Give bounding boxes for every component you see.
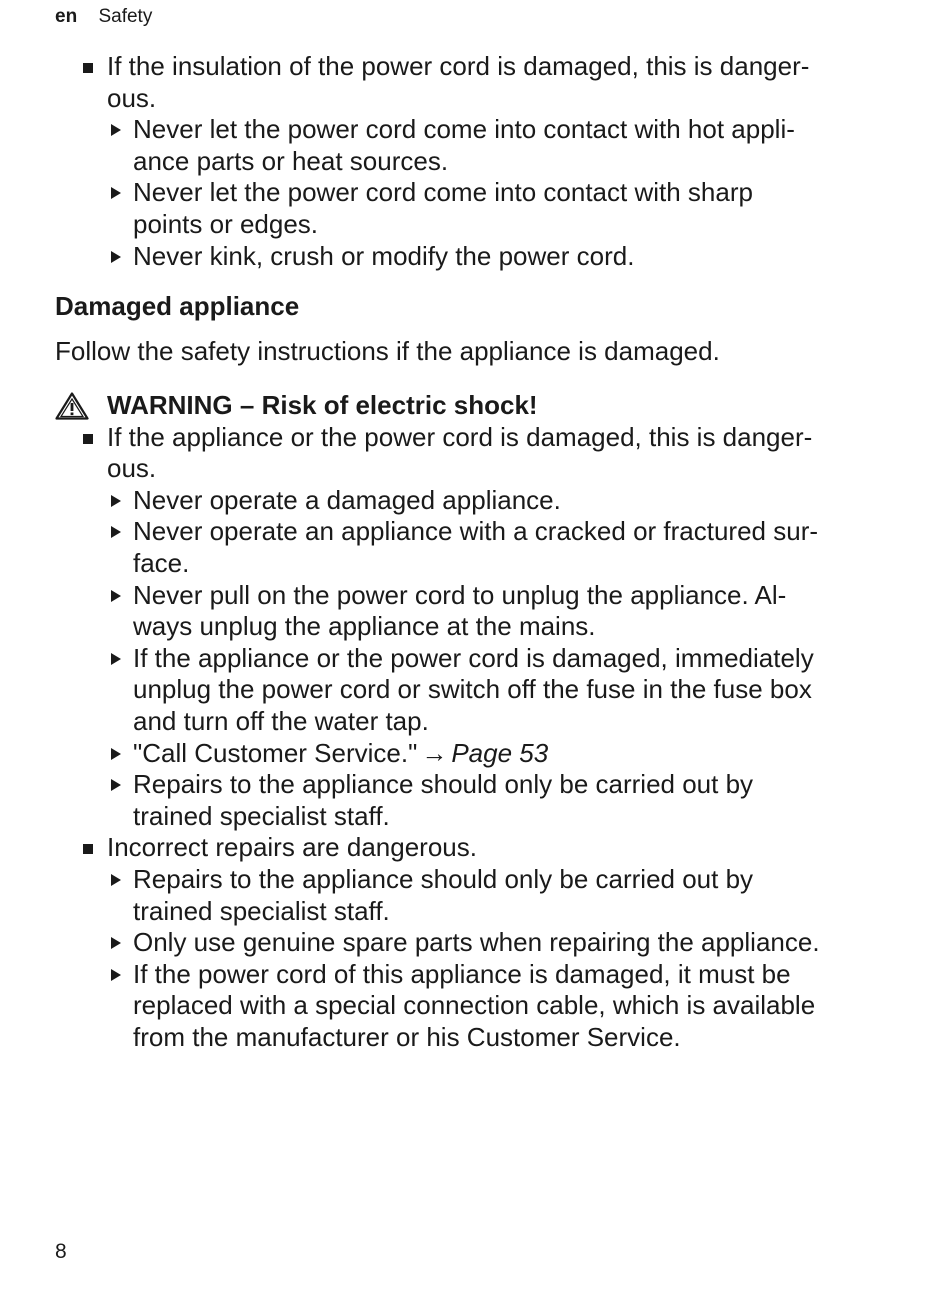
triangle-bullet-icon <box>111 526 121 538</box>
step-line: Only use genuine spare parts when repairing the appliance. <box>133 927 820 958</box>
step-item <box>55 959 905 1054</box>
step-line: Never operate an appliance with a cracked or fractured sur- <box>133 516 819 547</box>
square-bullet-icon <box>83 63 93 73</box>
step-item <box>55 177 905 240</box>
bullet-item <box>55 422 905 485</box>
step-line: unplug the power cord or switch off the fuse in the fuse box <box>133 674 812 705</box>
insulation-block <box>55 51 905 272</box>
step-line: Never let the power cord come into contact with hot appli- <box>133 114 795 145</box>
step-item <box>55 864 905 927</box>
square-bullet-icon <box>83 844 93 854</box>
section-intro: Follow the safety instructions if the appliance is damaged. <box>55 336 720 366</box>
square-bullet-icon <box>83 434 93 444</box>
step-line: If the appliance or the power cord is damaged, immediately <box>133 642 814 673</box>
triangle-bullet-icon <box>111 779 121 791</box>
bullet-line: ous. <box>107 453 157 484</box>
warning-block <box>55 390 905 1053</box>
triangle-bullet-icon <box>111 937 121 949</box>
step-line: Never let the power cord come into contact with sharp <box>133 177 753 208</box>
bullet-item <box>55 51 905 114</box>
arrow-right-icon: → <box>421 737 448 768</box>
bullet-line: If the insulation of the power cord is damaged, this is danger- <box>107 51 810 81</box>
step-line: points or edges. <box>133 208 319 239</box>
triangle-bullet-icon <box>111 187 121 199</box>
step-line: Repairs to the appliance should only be carried out by <box>133 863 754 894</box>
triangle-bullet-icon <box>111 495 121 507</box>
triangle-bullet-icon <box>111 653 121 665</box>
step-line: Never pull on the power cord to unplug the appliance. Al- <box>133 579 787 610</box>
triangle-bullet-icon <box>111 969 121 981</box>
bullet-item <box>55 832 905 864</box>
step-line: trained specialist staff. <box>133 895 390 926</box>
step-line: If the power cord of this appliance is damaged, it must be <box>133 958 791 989</box>
page-reference-link[interactable]: Page 53 <box>451 737 549 768</box>
step-line: replaced with a special connection cable, which is available <box>133 990 816 1021</box>
section-heading: Damaged appliance <box>55 291 300 321</box>
warning-text: WARNING – Risk of electric shock! <box>107 390 538 420</box>
step-item <box>55 927 905 959</box>
page-number: 8 <box>55 1240 67 1263</box>
step-item-cross-reference <box>55 738 905 770</box>
step-item <box>55 580 905 643</box>
step-line: Repairs to the appliance should only be carried out by <box>133 769 754 800</box>
bullet-line: ous. <box>107 82 157 113</box>
language-code: en <box>55 6 78 27</box>
section-title: Safety <box>98 6 153 27</box>
triangle-bullet-icon <box>111 748 121 760</box>
bullet-line: Incorrect repairs are dangerous. <box>107 832 477 863</box>
step-item <box>55 485 905 517</box>
step-line: face. <box>133 547 190 578</box>
triangle-bullet-icon <box>111 590 121 602</box>
page-header <box>55 5 152 29</box>
bullet-line: If the appliance or the power cord is damaged, this is danger- <box>107 421 813 452</box>
step-item <box>55 516 905 579</box>
step-line <box>133 738 905 770</box>
step-line: ance parts or heat sources. <box>133 145 449 176</box>
step-item <box>55 114 905 177</box>
step-line: and turn off the water tap. <box>133 705 429 736</box>
step-line: ways unplug the appliance at the mains. <box>133 611 596 642</box>
step-line: Never operate a damaged appliance. <box>133 484 561 515</box>
step-line: from the manufacturer or his Customer Service. <box>133 1021 681 1052</box>
triangle-bullet-icon <box>111 124 121 136</box>
customer-service-link-text: "Call Customer Service." <box>133 737 418 768</box>
step-item <box>55 643 905 738</box>
step-item <box>55 769 905 832</box>
step-line: trained specialist staff. <box>133 800 390 831</box>
warning-heading <box>55 390 905 422</box>
warning-triangle-icon <box>55 392 89 420</box>
triangle-bullet-icon <box>111 251 121 263</box>
step-line: Never kink, crush or modify the power cord. <box>133 240 635 271</box>
triangle-bullet-icon <box>111 874 121 886</box>
step-item <box>55 241 905 273</box>
